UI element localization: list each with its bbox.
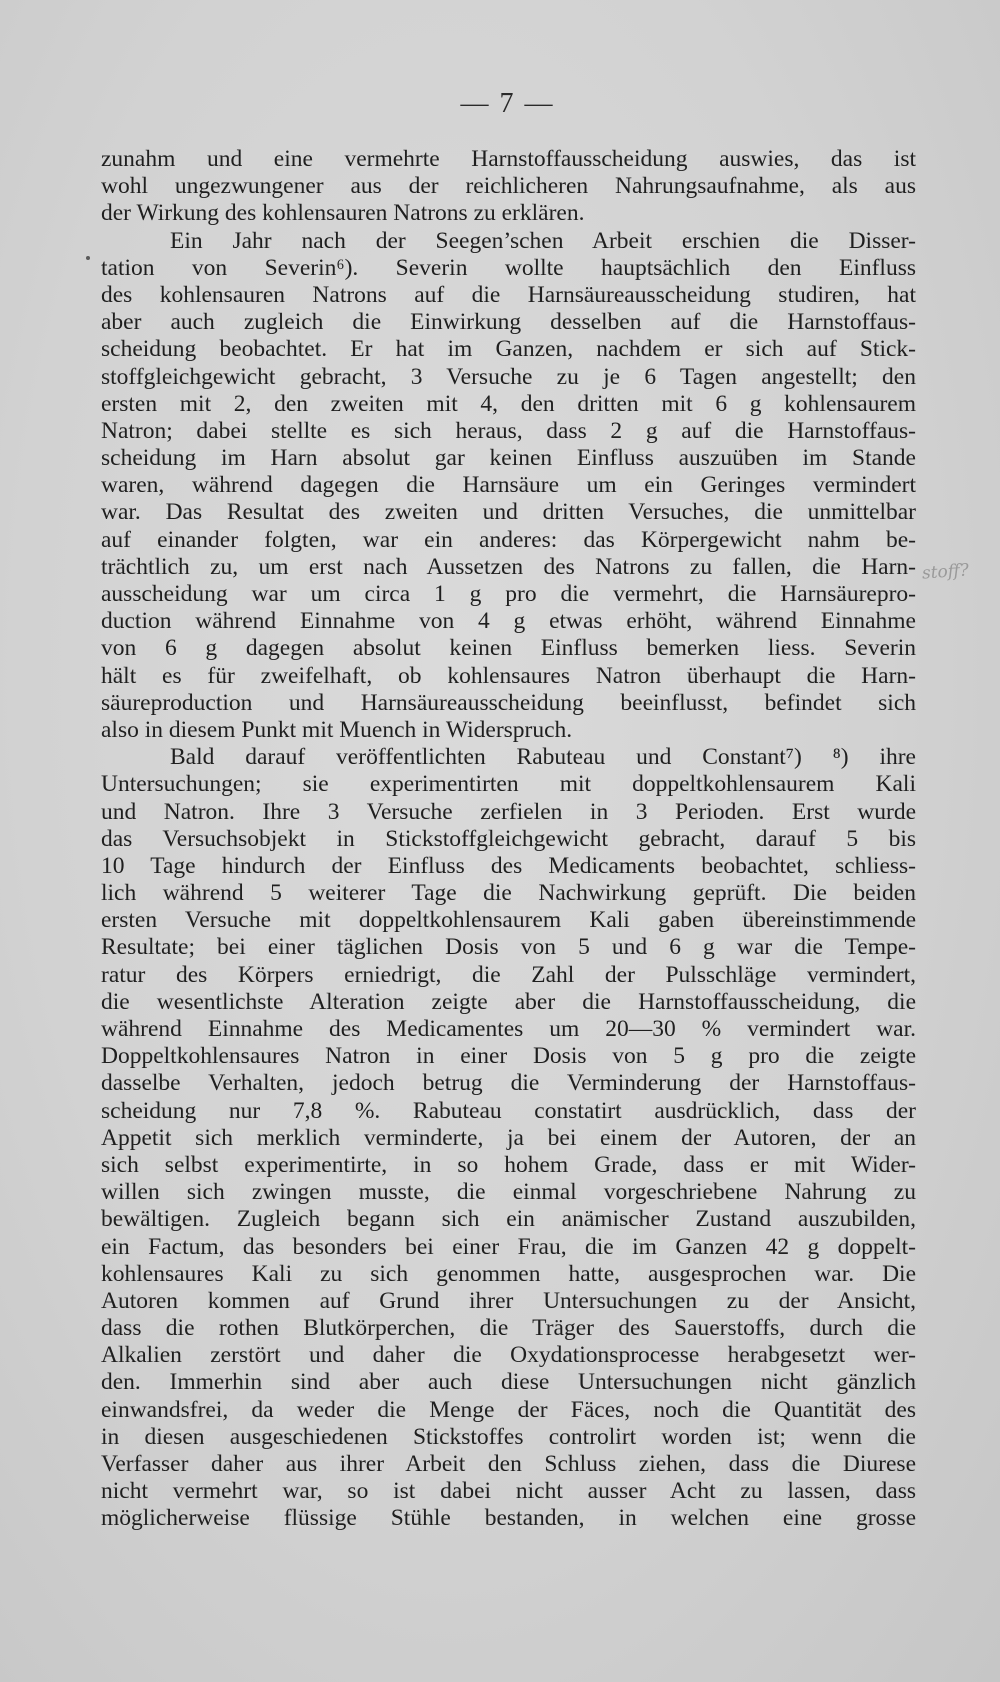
text-line: in diesen ausgeschiedenen Stickstoffes controlirt worden ist; wenn die — [101, 1423, 916, 1450]
text-line: scheidung im Harn absolut gar keinen Einfluss auszuüben im Stande — [101, 445, 916, 472]
text-line: Bald darauf veröffentlichten Rabuteau und Constant⁷) ⁸) ihre — [170, 744, 916, 771]
text-line: lich während 5 weiterer Tage die Nachwirkung geprüft. Die beiden — [101, 880, 916, 907]
text-line: Ein Jahr nach der Seegen’schen Arbeit erschien die Disser- — [170, 227, 916, 254]
text-line: Doppeltkohlensaures Natron in einer Dosis von 5 g pro die zeigte — [101, 1043, 916, 1070]
text-line: während Einnahme des Medicamentes um 20—30 % vermindert war. — [101, 1016, 916, 1042]
text-line: stoffgleichgewicht gebracht, 3 Versuche zu je 6 Tagen angestellt; den — [101, 363, 916, 390]
text-line: auf einander folgten, war ein anderes: das Körpergewicht nahm be- — [101, 526, 916, 553]
text-line: den. Immerhin sind aber auch diese Untersuchungen nicht gänzlich — [101, 1369, 916, 1396]
text-line: Untersuchungen; sie experimentirten mit doppeltkohlensaurem Kali — [101, 771, 916, 798]
text-line: wohl ungezwungener aus der reichlicheren Nahrungsaufnahme, als aus — [101, 173, 916, 200]
text-line: duction während Einnahme von 4 g etwas erhöht, während Einnahme — [101, 608, 916, 635]
text-line: die wesentlichste Alteration zeigte aber die Harnstoffausscheidung, die — [101, 988, 916, 1015]
text-line: das Versuchsobjekt in Stickstoffgleichgewicht gebracht, darauf 5 bis — [101, 825, 916, 852]
text-line: säureproduction und Harnsäureausscheidung beeinflusst, befindet sich — [101, 689, 916, 716]
text-line: einwandsfrei, da weder die Menge der Fäces, noch die Quantität des — [101, 1396, 916, 1423]
text-line: Autoren kommen auf Grund ihrer Untersuchungen zu der Ansicht, — [101, 1287, 916, 1314]
text-line: scheidung beobachtet. Er hat im Ganzen, nachdem er sich auf Stick- — [101, 336, 916, 363]
text-line: war. Das Resultat des zweiten und dritten Versuches, die unmittelbar — [101, 499, 916, 526]
text-line: also in diesem Punkt mit Muench in Widerspruch. — [101, 716, 573, 743]
text-line: scheidung nur 7,8 %. Rabuteau constatirt ausdrücklich, dass der — [101, 1097, 916, 1124]
text-line: dasselbe Verhalten, jedoch betrug die Verminderung der Harnstoffaus- — [101, 1070, 916, 1097]
text-line: möglicherweise flüssige Stühle bestanden, in welchen eine grosse — [101, 1505, 916, 1532]
text-line: ersten Versuche mit doppeltkohlensaurem Kali gaben übereinstimmende — [101, 907, 916, 934]
text-line: trächtlich zu, um erst nach Aussetzen des Natrons zu fallen, die Harn- — [101, 553, 916, 580]
text-line: des kohlensauren Natrons auf die Harnsäureausscheidung studiren, hat — [101, 281, 916, 308]
text-line: Alkalien zerstört und daher die Oxydationsprocesse herabgesetzt wer- — [101, 1342, 916, 1369]
text-line: sich selbst experimentirte, in so hohem Grade, dass er mit Wider- — [101, 1151, 916, 1178]
text-line: Resultate; bei einer täglichen Dosis von 5 und 6 g war die Tempe- — [101, 934, 916, 961]
text-line: ersten mit 2, den zweiten mit 4, den dritten mit 6 g kohlensaurem — [101, 390, 916, 417]
text-line: und Natron. Ihre 3 Versuche zerfielen in 3 Perioden. Erst wurde — [101, 798, 916, 825]
text-line: 10 Tage hindurch der Einfluss des Medicaments beobachtet, schliess- — [101, 852, 916, 879]
text-line: dass die rothen Blutkörperchen, die Träger des Sauerstoffs, durch die — [101, 1315, 916, 1342]
margin-mark — [86, 256, 90, 260]
text-line: bewältigen. Zugleich begann sich ein anämischer Zustand auszubilden, — [101, 1206, 916, 1233]
text-line: ein Factum, das besonders bei einer Frau, die im Ganzen 42 g doppelt- — [101, 1233, 916, 1260]
text-line: tation von Severin⁶). Severin wollte hauptsächlich den Einfluss — [101, 254, 916, 281]
body-text — [101, 146, 916, 1533]
text-line: ausscheidung war um circa 1 g pro die vermehrt, die Harnsäurepro- — [101, 581, 916, 607]
page-number: — 7 — — [460, 88, 555, 119]
text-line: kohlensaures Kali zu sich genommen hatte, ausgesprochen war. Die — [101, 1260, 916, 1287]
text-line: Verfasser daher aus ihrer Arbeit den Schluss ziehen, dass die Diurese — [101, 1451, 916, 1477]
text-line: der Wirkung des kohlensauren Natrons zu erklären. — [101, 200, 585, 227]
text-line: ratur des Körpers erniedrigt, die Zahl der Pulsschläge vermindert, — [101, 961, 916, 988]
text-line: von 6 g dagegen absolut keinen Einfluss bemerken liess. Severin — [101, 635, 916, 662]
text-line: nicht vermehrt war, so ist dabei nicht ausser Acht zu lassen, dass — [101, 1478, 916, 1505]
text-line: Natron; dabei stellte es sich heraus, dass 2 g auf die Harnstoffaus- — [101, 417, 916, 444]
text-line: waren, während dagegen die Harnsäure um ein Geringes vermindert — [101, 472, 916, 499]
text-line: Appetit sich merklich verminderte, ja bei einem der Autoren, der an — [101, 1124, 916, 1151]
text-line: zunahm und eine vermehrte Harnstoffausscheidung auswies, das ist — [101, 146, 916, 172]
handwritten-margin-note: stoff? — [921, 560, 970, 584]
text-line: aber auch zugleich die Einwirkung desselben auf die Harnstoffaus- — [101, 309, 916, 336]
text-line: hält es für zweifelhaft, ob kohlensaures Natron überhaupt die Harn- — [101, 662, 916, 689]
text-line: willen sich zwingen musste, die einmal vorgeschriebene Nahrung zu — [101, 1179, 916, 1206]
